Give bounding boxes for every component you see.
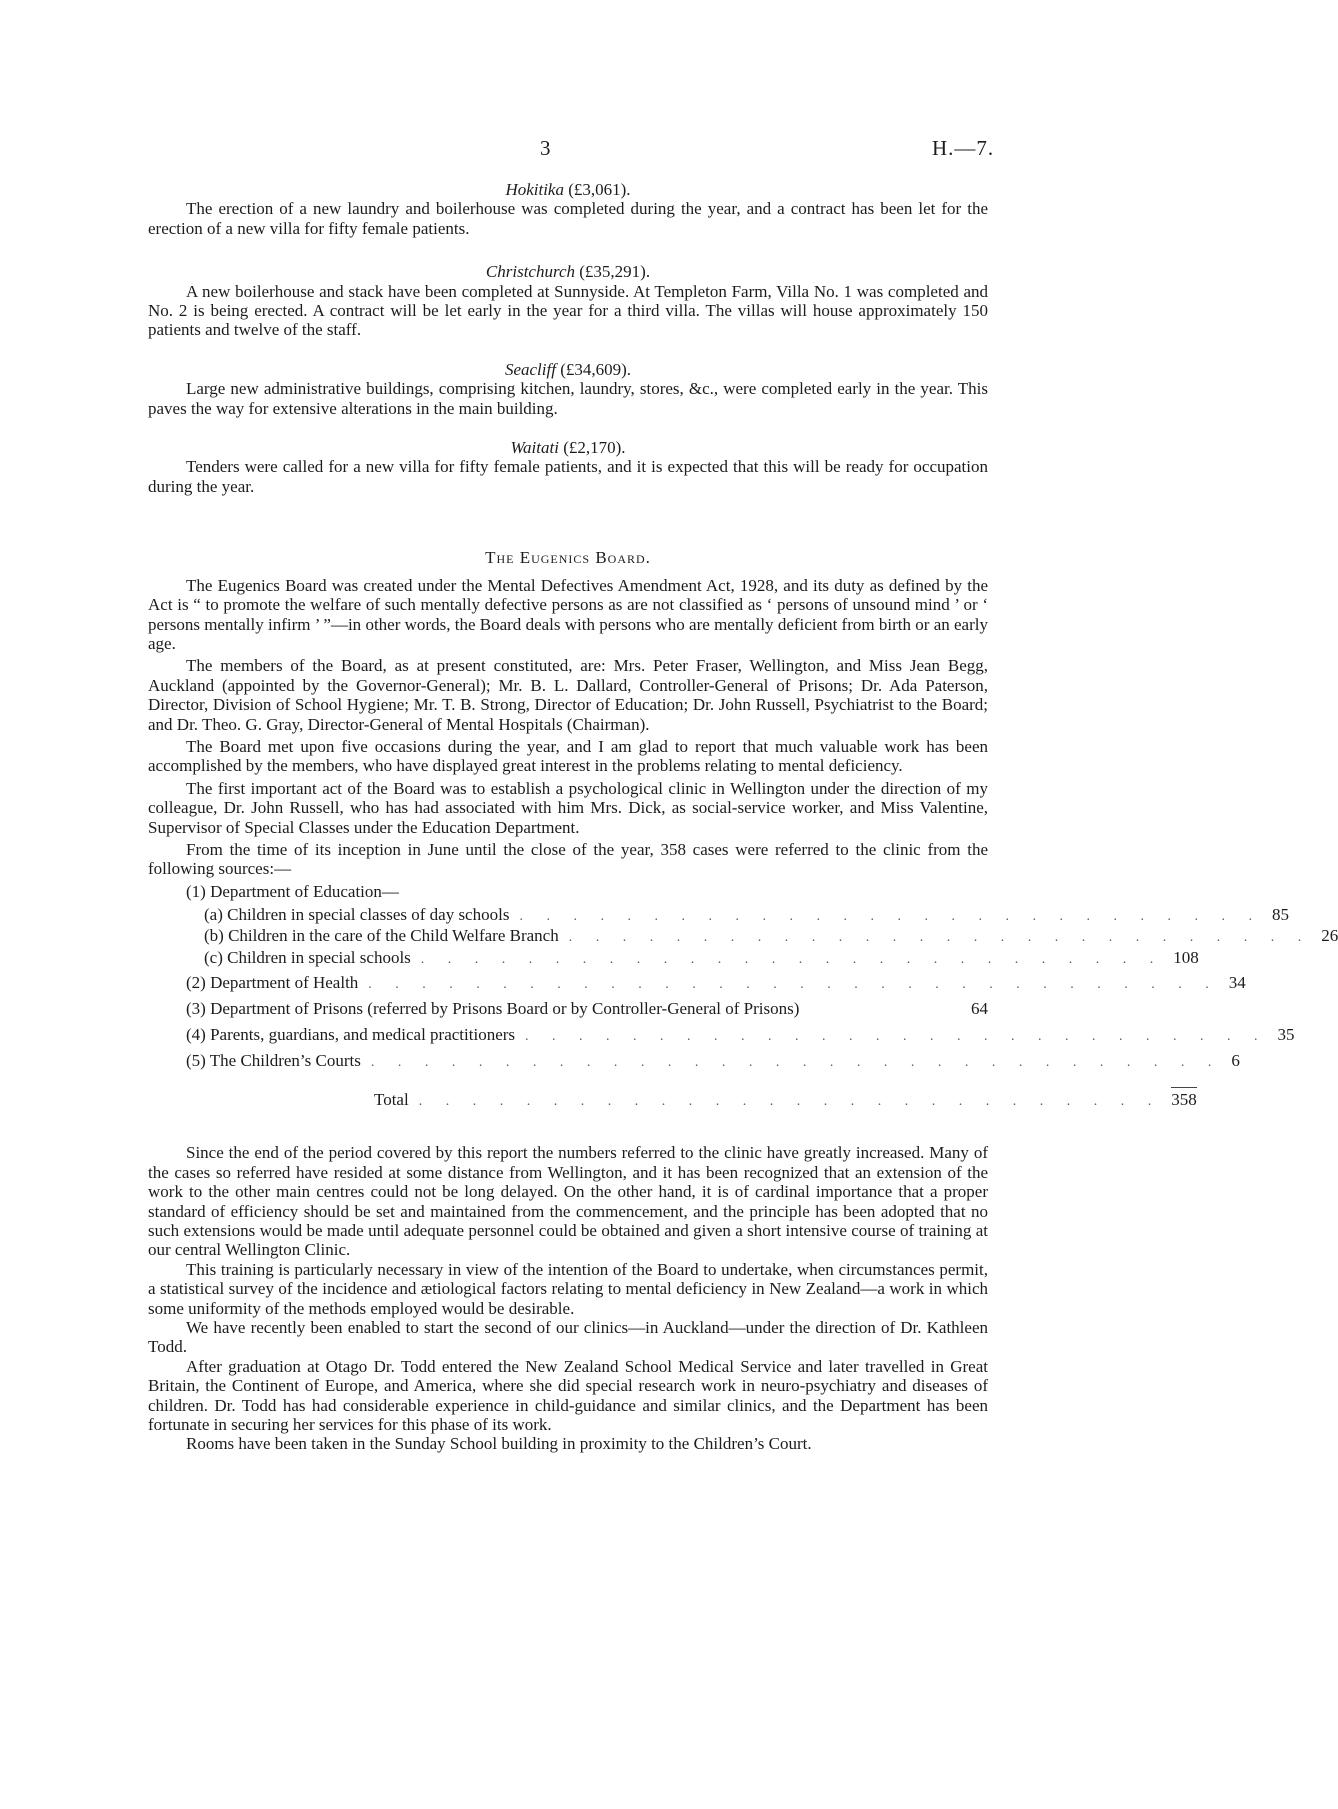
education-label: (1) Department of Education— (186, 881, 399, 901)
heading-amount: (£35,291). (579, 262, 651, 282)
closing-paragraph: This training is particularly necessary in view of the intention of the Board to undertake, when circumstances permit, a statistical survey of the incidence and ætiological factors relating to mental deficiency in New Zealand—a work in which some uniformity of the methods employed would be desirable. (148, 1259, 988, 1318)
table-row (186, 973, 1246, 999)
referrals-table (148, 881, 1338, 1118)
row-value: 64 (971, 999, 988, 1019)
page-number: 3 (540, 136, 551, 160)
section-heading-seacliff (148, 360, 988, 379)
eugenics-paragraph: From the time of its inception in June until the close of the year, 358 cases were referred to the clinic from the following sources:— (148, 839, 988, 879)
dot-leader: . . . . . . . . . . . . . . . . . . . . . . . . . . . . (420, 951, 1164, 967)
section-heading-christchurch (148, 262, 988, 281)
closing-paragraph: After graduation at Otago Dr. Todd entered the New Zealand School Medical Service and later travelled in Great Britain, the Continent of Europe, and America, where she did special research work in neuro-psychiatry and diseases of children. Dr. Todd has had considerable experience in child-guidance and similar clinics, and the Department has been fortunate in securing her services for this phase of its work. (148, 1356, 988, 1434)
document-reference: H.—7. (932, 136, 995, 160)
table-group-label (186, 882, 988, 905)
closing-paragraph: We have recently been enabled to start the second of our clinics—in Auckland—under the direction of Dr. Kathleen Todd. (148, 1317, 988, 1357)
eugenics-paragraph: The members of the Board, as at present constituted, are: Mrs. Peter Fraser, Wellington, and Miss Jean Begg, Auckland (appointed by the Governor-General); Mr. B. L. Dallard, Controller-General of Prisons; Dr. Ada Paterson, Director, Division of School Hygiene; Mr. T. B. Strong, Director of Education; Dr. John Russell, Psychiatrist to the Board; and Dr. Theo. G. Gray, Director-General of Mental Hospitals (Chairman). (148, 656, 988, 734)
table-row (148, 947, 1199, 970)
page-content (148, 180, 1338, 1454)
row-value: 6 (1231, 1051, 1240, 1071)
heading-place: Seacliff (504, 359, 556, 379)
section-heading-waitati (148, 438, 988, 457)
eugenics-paragraph: The Board met upon five occasions during the year, and I am glad to report that much valuable work has been accomplished by the members, who have displayed great interest in the problems relating to mental deficiency. (148, 736, 988, 776)
dot-leader: . . . . . . . . . . . . . . . . . . . . . . . . . . . . (519, 908, 1262, 924)
table-row (186, 1025, 1295, 1051)
dot-leader: . . . . . . . . . . . . . . . . . . . . . . . . . . . . . . . . (368, 977, 1219, 993)
row-value: 34 (1228, 973, 1246, 993)
eugenics-paragraph: The first important act of the Board was to establish a psychological clinic in Wellington under the direction of my colleague, Dr. John Russell, who has had associated with him Mrs. Dick, as social-service worker, and Miss Valentine, Supervisor of Special Classes under the Education Department. (148, 778, 988, 837)
section-heading-hokitika (148, 180, 988, 199)
table-row (186, 999, 988, 1025)
heading-place: Christchurch (485, 262, 575, 282)
table-row (148, 926, 1338, 948)
dot-leader: . . . . . . . . . . . . . . . . . . . . . . . . . . . . . . . . (370, 1055, 1222, 1071)
table-total-row (186, 1087, 1197, 1117)
heading-amount: (£3,061). (568, 180, 631, 199)
heading-amount: (£2,170). (563, 438, 626, 458)
total-value: 358 (1171, 1087, 1197, 1109)
row-label: (3) Department of Prisons (referred by Prisons Board or by Controller-General of Prisons) (186, 999, 800, 1019)
row-label: (b) Children in the care of the Child Welfare Branch (204, 926, 559, 946)
table-row (148, 904, 1289, 927)
row-label: (2) Department of Health (186, 973, 359, 993)
row-label: (4) Parents, guardians, and medical practitioners (186, 1025, 516, 1045)
closing-paragraph: Since the end of the period covered by this report the numbers referred to the clinic have greatly increased. Many of the cases so referred have resided at some distance from Wellington, and it has been recognized that an extension of the work to the other main centres could not be long delayed. On the other hand, it is of cardinal importance that a proper standard of efficiency should be set and maintained from the commencement, and the principle has been adopted that no such extensions would be made until adequate personnel could be obtained and given a short intensive course of training at our central Wellington Clinic. (148, 1143, 988, 1260)
heading-place: Hokitika (505, 180, 564, 199)
row-value: 108 (1173, 947, 1199, 967)
row-label: (5) The Children’s Courts (186, 1051, 361, 1071)
paragraph-hokitika: The erection of a new laundry and boilerhouse was completed during the year, and a contract has been let for the erection of a new villa for fifty female patients. (148, 199, 988, 238)
eugenics-board-heading: The Eugenics Board. (485, 548, 651, 568)
paragraph-waitati: Tenders were called for a new villa for fifty female patients, and it is expected that this will be ready for occupation during the year. (148, 457, 988, 496)
paragraph-seacliff: Large new administrative buildings, comprising kitchen, laundry, stores, &c., were completed early in the year. This paves the way for extensive alterations in the main building. (148, 379, 988, 418)
closing-paragraph: Rooms have been taken in the Sunday School building in proximity to the Children’s Court. (186, 1434, 812, 1454)
paragraph-christchurch: A new boilerhouse and stack have been completed at Sunnyside. At Templeton Farm, Villa No. 1 was completed and No. 2 is being erected. A contract will be let early in the year for a third villa. The villas will house approximately 150 patients and twelve of the staff. (148, 281, 988, 340)
row-value: 85 (1271, 904, 1289, 924)
dot-leader: . . . . . . . . . . . . . . . . . . . . . . . . . . . . (568, 930, 1312, 946)
heading-place: Waitati (510, 438, 559, 458)
table-row (186, 1051, 1240, 1077)
row-label: (c) Children in special schools (204, 947, 411, 967)
eugenics-paragraph: The Eugenics Board was created under the Mental Defectives Amendment Act, 1928, and its duty as defined by the Act is “ to promote the welfare of such mentally defective persons as are not classified as ‘ persons of unsound mind ’ or ‘ persons mentally infirm ’ ”—in other words, the Board deals with persons who are mentally deficient from birth or an early age. (148, 575, 988, 653)
heading-amount: (£34,609). (560, 359, 632, 379)
row-value: 26 (1321, 926, 1338, 946)
row-label: (a) Children in special classes of day schools (204, 904, 510, 924)
dot-leader: . . . . . . . . . . . . . . . . . . . . . . . . . . . . (525, 1029, 1268, 1045)
row-value: 35 (1277, 1025, 1295, 1045)
total-label: Total (374, 1090, 409, 1110)
dot-leader: . . . . . . . . . . . . . . . . . . . . . . . . . . . . (418, 1094, 1162, 1110)
